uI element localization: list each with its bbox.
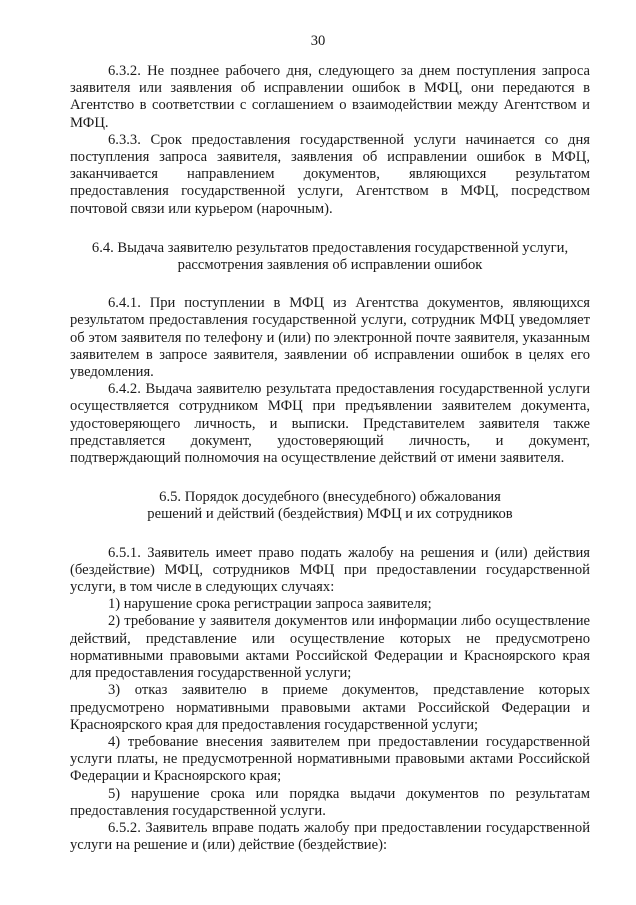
spacer — [70, 274, 590, 295]
paragraph-6-4-1: 6.4.1. При поступлении в МФЦ из Агентства документов, являющихся результатом предоставления государственной услуги, сотрудник МФЦ уведомляет об этом заявителя по телефону и (или) по электронной почте заявителя, указанным заявителем в запросе заявителя, заявлении об исправлении ошибок в целях его уведомления. — [70, 295, 590, 381]
section-heading-6-5-line-1: 6.5. Порядок досудебного (внесудебного) обжалования — [159, 489, 501, 506]
spacer — [70, 467, 590, 489]
page-number: 30 — [310, 33, 326, 49]
document-body — [70, 63, 590, 854]
list-item-5: 5) нарушение срока или порядка выдачи документов по результатам предоставления государственной услуги. — [70, 785, 590, 819]
paragraph-6-3-2: 6.3.2. Не позднее рабочего дня, следующего за днем поступления запроса заявителя или заявления об исправлении ошибок в МФЦ, они передаются в Агентство в соответствии с соглашением о взаимодействии между Агентством и МФЦ. — [70, 63, 590, 131]
spacer — [70, 218, 590, 240]
paragraph-6-4-2: 6.4.2. Выдача заявителю результата предоставления государственной услуги осуществляется сотрудником МФЦ при предъявлении заявителем документа, удостоверяющего личность, и выписки. Представителем заявителя также представляется документ, удостоверяющий личность, и документ, подтверждающий полномочия на осуществление действий от имени заявителя. — [70, 381, 590, 467]
section-heading-6-5-line-2: решений и действий (бездействия) МФЦ и их сотрудников — [147, 506, 513, 523]
paragraph-6-5-1: 6.5.1. Заявитель имеет право подать жалобу на решения и (или) действия (бездействие) МФЦ, сотрудников МФЦ при предоставлении государственной услуги, в том числе в следующих случаях: — [70, 544, 590, 596]
section-heading-6-4-line-2: рассмотрения заявления об исправлении ошибок — [177, 257, 483, 274]
list-item-2: 2) требование у заявителя документов или информации либо осуществление действий, представление или осуществление которых не предусмотрено нормативными правовыми актами Российской Федерации и Красноярского края для предоставления государственной услуги; — [70, 613, 590, 682]
section-heading-6-4-line-1: 6.4. Выдача заявителю результатов предоставления государственной услуги, — [91, 239, 569, 256]
paragraph-6-3-3: 6.3.3. Срок предоставления государственной услуги начинается со дня поступления запроса заявителя, заявления об исправлении ошибок в МФЦ, заканчивается направлением документов, являющихся результатом предоставления государственной услуги, Агентством в МФЦ, посредством почтовой связи или курьером (нарочным). — [70, 131, 590, 217]
list-item-1: 1) нарушение срока регистрации запроса заявителя; — [108, 596, 432, 613]
paragraph-6-5-2: 6.5.2. Заявитель вправе подать жалобу при предоставлении государственной услуги на решение и (или) действие (бездействие): — [70, 819, 590, 854]
spacer — [70, 524, 590, 545]
list-item-4: 4) требование внесения заявителем при предоставлении государственной услуги платы, не предусмотренной нормативными правовыми актами Российской Федерации и Красноярского края; — [70, 733, 590, 785]
list-item-3: 3) отказ заявителю в приеме документов, представление которых предусмотрено нормативными правовыми актами Российской Федерации и Красноярского края для предоставления государственной услуги; — [70, 682, 590, 733]
